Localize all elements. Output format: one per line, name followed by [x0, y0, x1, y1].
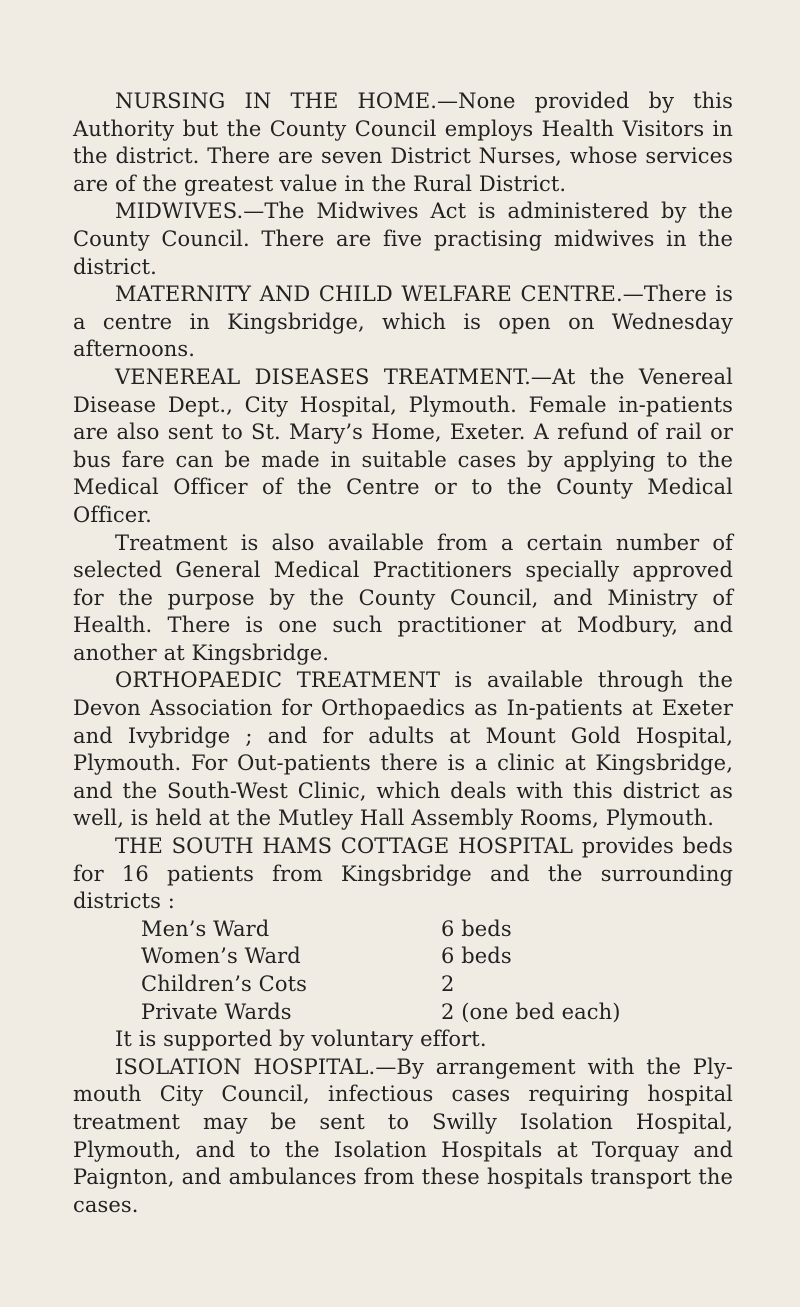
paragraph-isolation: ISOLATION HOSPITAL.—By arrangement with the Ply-mouth City Council, infectious cases requiring hospital treatment may be sent to Swilly Isolation Hospital, Plymouth, and to the Isolation Hospitals at Torquay and Paignton, and ambulances from these hospitals transport the cases. [73, 1054, 733, 1217]
paragraph-treatment-practitioners: Treatment is also available from a certain number of selected General Medical Practitioners specially approved for the purpose by the County Council, and Ministry of Health. There is one such practitioner at Modbury, and another at Kingsbridge. [73, 530, 733, 665]
ward-beds: 2 (one bed each) [441, 999, 621, 1024]
table-row [141, 999, 621, 1027]
paragraph-maternity: MATERNITY AND CHILD WELFARE CENTRE.—There is a centre in Kingsbridge, which is open on Wednesday afternoons. [73, 282, 733, 362]
ward-beds: 2 [441, 972, 455, 996]
table-row [141, 916, 621, 944]
paragraph-cottage-hospital: THE SOUTH HAMS COTTAGE HOSPITAL provides beds for 16 patients from Kingsbridge and the surrounding districts : [73, 834, 733, 914]
ward-beds: 6 beds [441, 944, 512, 969]
ward-beds-table [141, 916, 621, 1026]
paragraph-orthopaedic: ORTHOPAEDIC TREATMENT is available through the Devon Association for Orthopaedics as In-patients at Exeter and Ivybridge ; and for adults at Mount Gold Hospital, Plymouth. For Out-patients there is a clinic at Kingsbridge, and the South-West Clinic, which deals with this district as well, is held at the Mutley Hall Assembly Rooms, Plymouth. [73, 668, 733, 831]
paragraph-nursing: NURSING IN THE HOME.—None provided by this Authority but the County Council employs Health Visitors in the district. There are seven District Nurses, whose services are of the greatest value in the Rural District. [73, 89, 733, 196]
ward-name: Children’s Cots [141, 972, 308, 996]
paragraph-midwives: MIDWIVES.—The Midwives Act is administered by the County Council. There are five practising midwives in the district. [73, 199, 733, 279]
table-row [141, 943, 621, 971]
ward-name: Men’s Ward [141, 916, 270, 941]
document-page [73, 88, 733, 1219]
table-row [141, 971, 621, 999]
ward-beds: 6 beds [441, 916, 512, 941]
support-note: It is supported by voluntary effort. [115, 1027, 487, 1052]
ward-name: Women’s Ward [141, 944, 301, 969]
ward-name: Private Wards [141, 999, 292, 1024]
paragraph-venereal: VENEREAL DISEASES TREATMENT.—At the Venereal Disease Dept., City Hospital, Plymouth. Female in-patients are also sent to St. Mary’s Home, Exeter. A refund of rail or bus fare can be made in suitable cases by applying to the Medical Officer of the Centre or to the County Medical Officer. [73, 364, 733, 527]
